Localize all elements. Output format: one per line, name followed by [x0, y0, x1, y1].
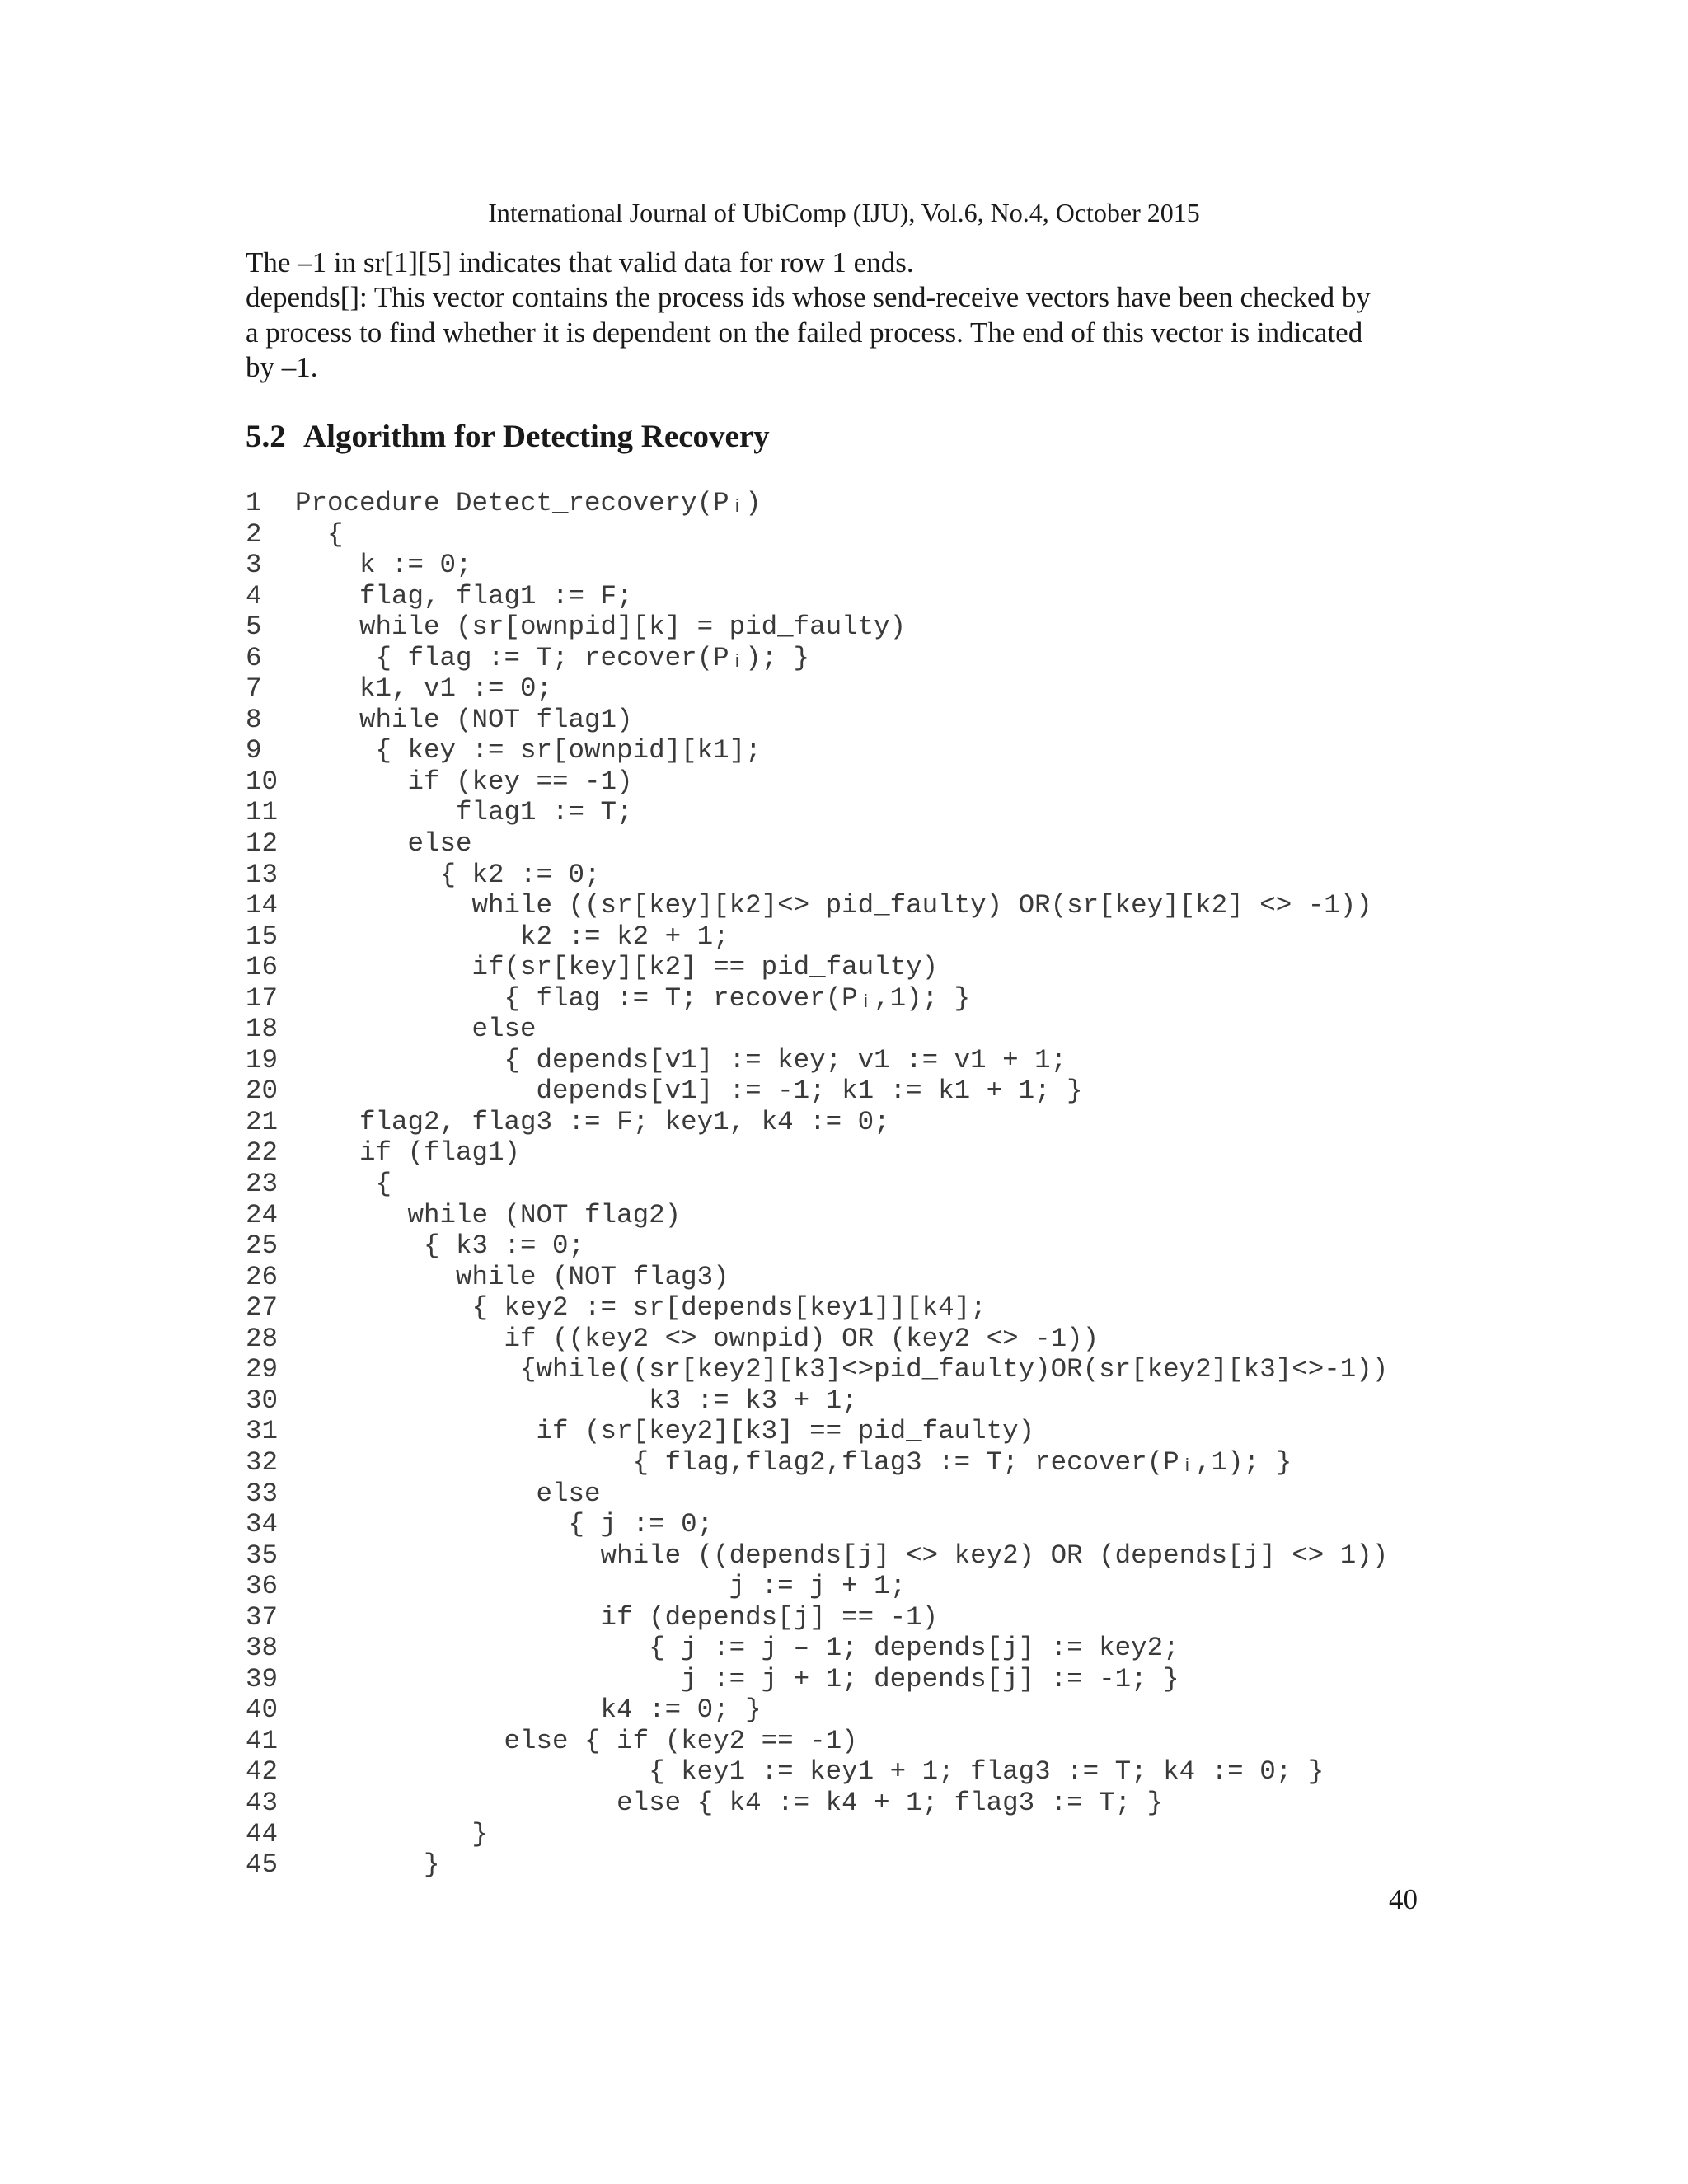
code-line [246, 1509, 1388, 1540]
line-number: 13 [246, 859, 279, 890]
section-number: 5.2 [246, 419, 286, 454]
line-number: 26 [246, 1261, 279, 1292]
line-number: 5 [246, 612, 262, 643]
code-text: { j := 0; [295, 1509, 714, 1540]
code-line [246, 1849, 1388, 1881]
code-line [246, 828, 1388, 860]
code-text: { flag := T; recover(Pᵢ); } [295, 642, 810, 673]
code-line [246, 1479, 1388, 1510]
code-line [246, 921, 1388, 953]
code-text: else { k4 := k4 + 1; flag3 := T; } [295, 1787, 1164, 1818]
code-text: k := 0; [295, 550, 472, 581]
code-text: if(sr[key][k2] == pid_faulty) [295, 952, 939, 983]
paragraph-line: a process to find whether it is dependent on the failed process. The end of this vector is indicated [246, 316, 1363, 349]
paragraph-line: The –1 in sr[1][5] indicates that valid data for row 1 ends. [246, 246, 914, 279]
line-number: 17 [246, 982, 279, 1014]
code-text: { [295, 518, 344, 550]
depends-paragraph [246, 280, 1419, 386]
code-line [246, 1137, 1388, 1169]
code-line [246, 952, 1388, 983]
code-line [246, 1602, 1388, 1633]
line-number: 29 [246, 1354, 279, 1385]
paragraph-line: by –1. [246, 351, 318, 383]
code-line [246, 705, 1388, 736]
code-line [246, 1200, 1388, 1231]
code-line [246, 1385, 1388, 1417]
code-text: while ((depends[j] <> key2) OR (depends[j] <> 1)) [295, 1540, 1389, 1571]
line-number: 43 [246, 1787, 279, 1818]
code-text: else [295, 828, 472, 860]
line-number: 22 [246, 1137, 279, 1169]
code-line [246, 860, 1388, 891]
line-number: 19 [246, 1044, 279, 1076]
line-number: 3 [246, 550, 262, 581]
code-line [246, 766, 1388, 798]
code-line [246, 1014, 1388, 1045]
code-text: {while((sr[key2][k3]<>pid_faulty)OR(sr[key2][k3]<>-1)) [295, 1354, 1389, 1385]
code-line [246, 1756, 1388, 1788]
code-line [246, 519, 1388, 551]
code-text: else [295, 1014, 537, 1045]
code-text: k4 := 0; } [295, 1694, 762, 1726]
code-line [246, 1416, 1388, 1447]
code-text: flag, flag1 := F; [295, 580, 633, 612]
line-number: 33 [246, 1478, 279, 1509]
code-text: if (sr[key2][k3] == pid_faulty) [295, 1416, 1035, 1447]
code-text: if (key == -1) [295, 766, 633, 797]
line-number: 10 [246, 766, 279, 797]
code-text: k3 := k3 + 1; [295, 1385, 858, 1416]
code-line [246, 550, 1388, 581]
code-text: if (depends[j] == -1) [295, 1601, 939, 1633]
code-text: while (NOT flag1) [295, 704, 633, 735]
line-number: 15 [246, 921, 279, 952]
code-line [246, 1292, 1388, 1324]
code-text: { [295, 1169, 392, 1200]
code-text: flag1 := T; [295, 797, 633, 828]
line-number: 9 [246, 735, 262, 766]
code-line [246, 1819, 1388, 1850]
code-line [246, 581, 1388, 612]
code-text: { depends[v1] := key; v1 := v1 + 1; [295, 1044, 1067, 1076]
line-number: 20 [246, 1076, 279, 1107]
line-number: 16 [246, 952, 279, 983]
code-line [246, 735, 1388, 766]
line-number: 4 [246, 580, 262, 612]
code-text: while (sr[ownpid][k] = pid_faulty) [295, 612, 907, 643]
code-text: { key := sr[ownpid][k1]; [295, 735, 762, 766]
code-text: k2 := k2 + 1; [295, 921, 729, 952]
line-number: 36 [246, 1571, 279, 1602]
line-number: 12 [246, 828, 279, 860]
line-number: 27 [246, 1292, 279, 1324]
line-number: 39 [246, 1663, 279, 1694]
line-number: 44 [246, 1818, 279, 1849]
code-line [246, 1045, 1388, 1076]
line-number: 30 [246, 1385, 279, 1416]
code-line [246, 1633, 1388, 1664]
code-line [246, 1324, 1388, 1355]
code-line [246, 1694, 1388, 1726]
line-number: 28 [246, 1323, 279, 1354]
code-line [246, 1262, 1388, 1293]
code-line [246, 612, 1388, 643]
code-text: { k3 := 0; [295, 1230, 585, 1262]
code-line [246, 1571, 1388, 1602]
code-text: while (NOT flag2) [295, 1199, 682, 1230]
code-text: { key1 := key1 + 1; flag3 := T; k4 := 0; } [295, 1756, 1325, 1788]
code-text: j := j + 1; [295, 1571, 907, 1602]
code-text: { j := j – 1; depends[j] := key2; [295, 1633, 1179, 1664]
line-number: 11 [246, 797, 279, 828]
code-line [246, 983, 1388, 1015]
code-text: j := j + 1; depends[j] := -1; } [295, 1663, 1179, 1694]
line-number: 23 [246, 1169, 279, 1200]
code-line [246, 1169, 1388, 1200]
intro-paragraph [246, 246, 1419, 281]
line-number: 8 [246, 704, 262, 735]
code-line [246, 1540, 1388, 1572]
code-text: flag2, flag3 := F; key1, k4 := 0; [295, 1106, 890, 1137]
code-text: else [295, 1478, 601, 1509]
line-number: 40 [246, 1694, 279, 1726]
section-heading [246, 417, 770, 457]
line-number: 37 [246, 1601, 279, 1633]
line-number: 6 [246, 642, 262, 673]
code-text: k1, v1 := 0; [295, 673, 553, 705]
line-number: 42 [246, 1756, 279, 1788]
line-number: 38 [246, 1633, 279, 1664]
line-number: 41 [246, 1725, 279, 1756]
line-number: 24 [246, 1199, 279, 1230]
page-number: 40 [1389, 1883, 1418, 1915]
code-text: depends[v1] := -1; k1 := k1 + 1; } [295, 1076, 1083, 1107]
code-line [246, 1664, 1388, 1695]
code-line [246, 1076, 1388, 1107]
code-text: } [295, 1849, 440, 1881]
code-line [246, 1107, 1388, 1138]
line-number: 45 [246, 1849, 279, 1881]
code-line [246, 488, 1388, 519]
code-listing [246, 488, 1388, 1881]
code-text: if (flag1) [295, 1137, 521, 1169]
code-text: Procedure Detect_recovery(Pᵢ) [295, 488, 762, 518]
code-text: if ((key2 <> ownpid) OR (key2 <> -1)) [295, 1323, 1100, 1354]
code-text: { k2 := 0; [295, 859, 601, 890]
code-line [246, 1354, 1388, 1385]
code-text: { flag := T; recover(Pᵢ,1); } [295, 982, 971, 1014]
line-number: 7 [246, 673, 262, 705]
code-line [246, 1726, 1388, 1757]
line-number: 2 [246, 518, 262, 550]
line-number: 32 [246, 1446, 279, 1478]
code-text: while ((sr[key][k2]<> pid_faulty) OR(sr[key][k2] <> -1)) [295, 890, 1372, 921]
line-number: 34 [246, 1509, 279, 1540]
code-line [246, 1447, 1388, 1479]
code-text: else { if (key2 == -1) [295, 1725, 858, 1756]
code-line [246, 673, 1388, 705]
code-text: while (NOT flag3) [295, 1261, 729, 1292]
section-title: Algorithm for Detecting Recovery [303, 419, 770, 454]
line-number: 31 [246, 1416, 279, 1447]
code-line [246, 797, 1388, 828]
code-text: } [295, 1818, 489, 1849]
running-header: International Journal of UbiComp (IJU), Vol.6, No.4, October 2015 [488, 198, 1200, 227]
line-number: 1 [246, 488, 262, 518]
line-number: 14 [246, 890, 279, 921]
code-line [246, 1788, 1388, 1819]
code-text: { flag,flag2,flag3 := T; recover(Pᵢ,1); } [295, 1446, 1292, 1478]
line-number: 25 [246, 1230, 279, 1262]
line-number: 21 [246, 1106, 279, 1137]
code-text: { key2 := sr[depends[key1]][k4]; [295, 1292, 987, 1324]
paragraph-line: depends[]: This vector contains the process ids whose send-receive vectors have been checked by [246, 281, 1371, 313]
code-line [246, 1230, 1388, 1262]
line-number: 35 [246, 1540, 279, 1571]
code-line [246, 890, 1388, 921]
code-line [246, 643, 1388, 674]
line-number: 18 [246, 1014, 279, 1045]
